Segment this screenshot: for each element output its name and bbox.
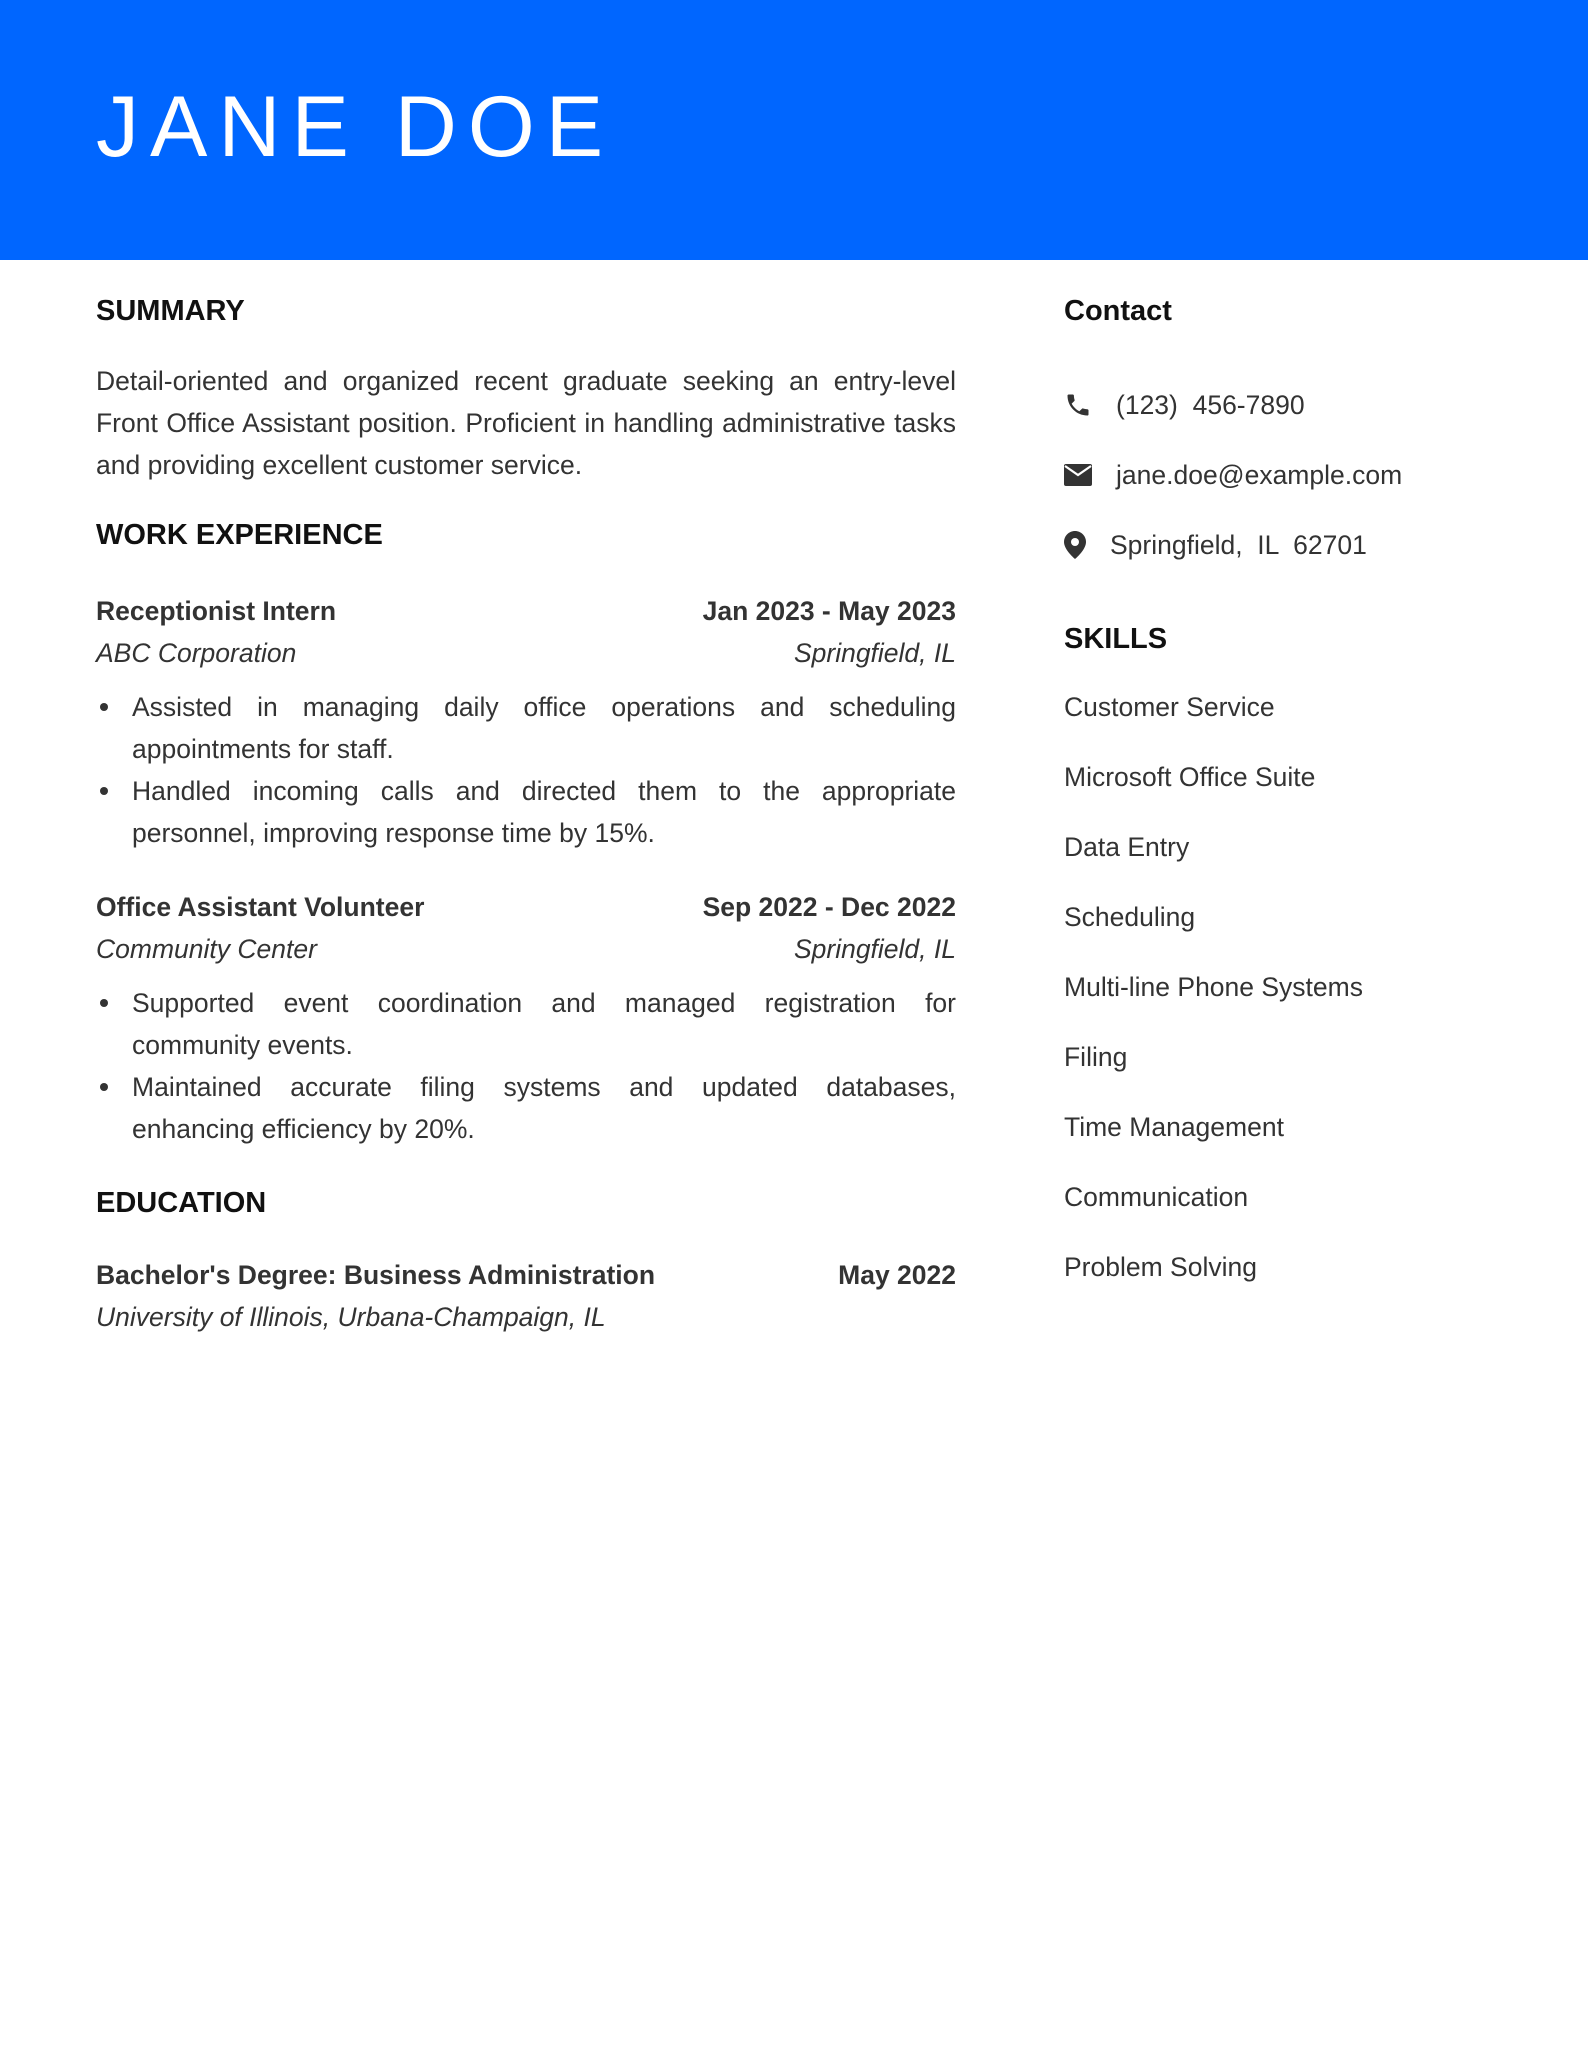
job-bullet [96,770,956,854]
job-company-row [96,632,956,674]
summary-heading: SUMMARY [96,295,245,327]
job-header-row [96,886,956,928]
map-pin-icon [1064,529,1088,561]
job-bullet [96,982,956,1066]
job-bullet-text: Supported event coordination and managed registration for community events. [132,988,956,1060]
education-heading: EDUCATION [96,1187,267,1219]
job-company-row [96,928,956,970]
job-dates: Sep 2022 - Dec 2022 [702,892,956,922]
job-entry [96,886,956,1150]
job-bullet [96,1066,956,1150]
skill-item: Customer Service [1064,692,1275,722]
education-date: May 2022 [838,1260,956,1290]
contact-location [1064,510,1504,580]
skill-item: Filing [1064,1042,1128,1072]
skill-item: Scheduling [1064,902,1196,932]
job-bullets [96,686,956,854]
job-entry [96,590,956,854]
bullet-dot [100,1083,108,1091]
skill-item: Microsoft Office Suite [1064,762,1316,792]
job-location: Springfield, IL [793,934,956,964]
job-bullets [96,982,956,1150]
contact-phone-text: (123) 456-7890 [1116,389,1305,420]
skill-item: Multi-line Phone Systems [1064,972,1363,1002]
skill-item: Time Management [1064,1112,1284,1142]
education-header-row [96,1254,956,1296]
job-company: ABC Corporation [96,638,297,668]
job-bullet-text: Maintained accurate filing systems and updated databases, enhancing efficiency by 20%. [132,1072,956,1144]
job-bullet [96,686,956,770]
contact-email [1064,440,1504,510]
bullet-dot [100,999,108,1007]
contact-location-text: Springfield, IL 62701 [1110,529,1367,560]
education-school-row [96,1296,956,1338]
job-location: Springfield, IL [793,638,956,668]
skill-item: Communication [1064,1182,1249,1212]
job-dates: Jan 2023 - May 2023 [702,596,956,626]
skill-item: Data Entry [1064,832,1190,862]
phone-icon [1064,389,1096,421]
skill-item: Problem Solving [1064,1252,1257,1282]
job-header-row [96,590,956,632]
candidate-name: JANE DOE [96,79,615,175]
bullet-dot [100,787,108,795]
job-role: Receptionist Intern [96,596,337,626]
education-school: University of Illinois, Urbana-Champaign, IL [96,1302,606,1332]
job-role: Office Assistant Volunteer [96,892,425,922]
header-banner [0,0,1588,260]
bullet-dot [100,703,108,711]
work-experience-heading: WORK EXPERIENCE [96,519,383,551]
job-bullet-text: Assisted in managing daily office operations and scheduling appointments for staff. [132,692,956,764]
contact-email-text: jane.doe@example.com [1116,459,1403,490]
education-entry [96,1254,956,1338]
contact-phone [1064,370,1504,440]
summary-text: Detail-oriented and organized recent graduate seeking an entry-level Front Office Assistant position. Proficient in handling administrative tasks and providing excellent customer service. [96,366,956,480]
contact-list [1064,370,1504,580]
education-degree: Bachelor's Degree: Business Administration [96,1260,656,1290]
job-bullet-text: Handled incoming calls and directed them to the appropriate personnel, improving response time by 15%. [132,776,956,848]
envelope-icon [1064,459,1096,491]
contact-heading: Contact [1064,295,1172,327]
skills-list [1064,686,1363,1316]
skills-heading: SKILLS [1064,623,1168,655]
job-company: Community Center [96,934,317,964]
